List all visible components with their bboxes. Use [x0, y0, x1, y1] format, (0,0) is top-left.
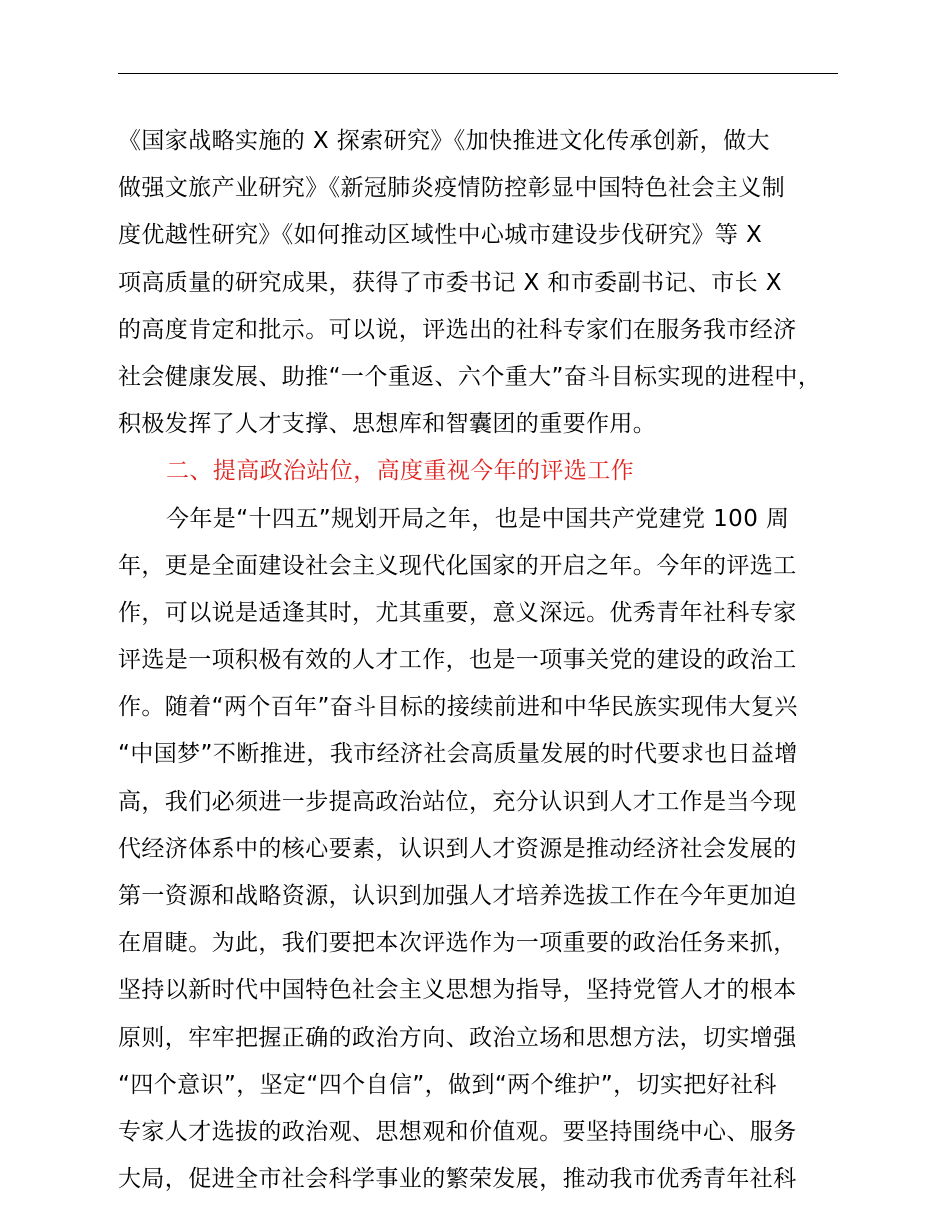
text-line: 高，我们必须进一步提高政治站位，充分认识到人才工作是当今现 — [118, 788, 797, 815]
text-line: 原则，牢牢把握正确的政治方向、政治立场和思想方法，切实增强 — [118, 1024, 797, 1051]
text-line: 做强文旅产业研究》《新冠肺炎疫情防控彰显中国特色社会主义制 — [118, 175, 786, 202]
paragraph-2 — [118, 496, 844, 1204]
text-line: 大局，促进全市社会科学事业的繁荣发展，推动我市优秀青年社科 — [118, 1166, 797, 1193]
text-line: 专家人才选拔的政治观、思想观和价值观。要坚持围绕中心、服务 — [118, 1118, 797, 1145]
text-line: 年，更是全面建设社会主义现代化国家的开启之年。今年的评选工 — [118, 552, 797, 579]
document-body — [118, 118, 844, 1203]
text-line: “中国梦”不断推进，我市经济社会高质量发展的时代要求也日益增 — [118, 741, 798, 768]
text-line: 作。随着“两个百年”奋斗目标的接续前进和中华民族实现伟大复兴 — [118, 694, 798, 721]
text-line: 第一资源和战略资源，认识到加强人才培养选拔工作在今年更加迫 — [118, 883, 797, 909]
text-line: 作，可以说是适逢其时，尤其重要，意义深远。优秀青年社科专家 — [118, 599, 797, 626]
text-line: 代经济体系中的核心要素，认识到人才资源是推动经济社会发展的 — [118, 835, 797, 862]
text-line: 在眉睫。为此，我们要把本次评选作为一项重要的政治任务来抓， — [118, 930, 797, 957]
text-line: 社会健康发展、助推“一个重返、六个重大”奋斗目标实现的进程中， — [118, 363, 822, 390]
text-line: 项高质量的研究成果，获得了市委书记 X 和市委副书记、市长 X — [118, 269, 782, 296]
text-line: 《国家战略实施的 X 探索研究》《加快推进文化传承创新，做大 — [118, 128, 770, 154]
section-heading: 二、提高政治站位，高度重视今年的评选工作 — [166, 458, 634, 485]
text-line: “四个意识”，坚定“四个自信”，做到“两个维护”，切实把好社科 — [118, 1071, 777, 1098]
text-line: 今年是“十四五”规划开局之年，也是中国共产党建党 100 周 — [166, 505, 790, 532]
paragraph-1 — [118, 118, 844, 448]
text-line: 度优越性研究》《如何推动区域性中心城市建设步伐研究》等 X — [118, 222, 763, 249]
text-line: 评选是一项积极有效的人才工作，也是一项事关党的建设的政治工 — [118, 647, 797, 674]
text-line: 的高度肯定和批示。可以说，评选出的社科专家们在服务我市经济 — [118, 316, 797, 343]
text-line: 坚持以新时代中国特色社会主义思想为指导，坚持党管人才的根本 — [118, 977, 797, 1004]
text-line: 积极发挥了人才支撑、思想库和智囊团的重要作用。 — [118, 411, 657, 438]
header-rule — [118, 73, 838, 74]
